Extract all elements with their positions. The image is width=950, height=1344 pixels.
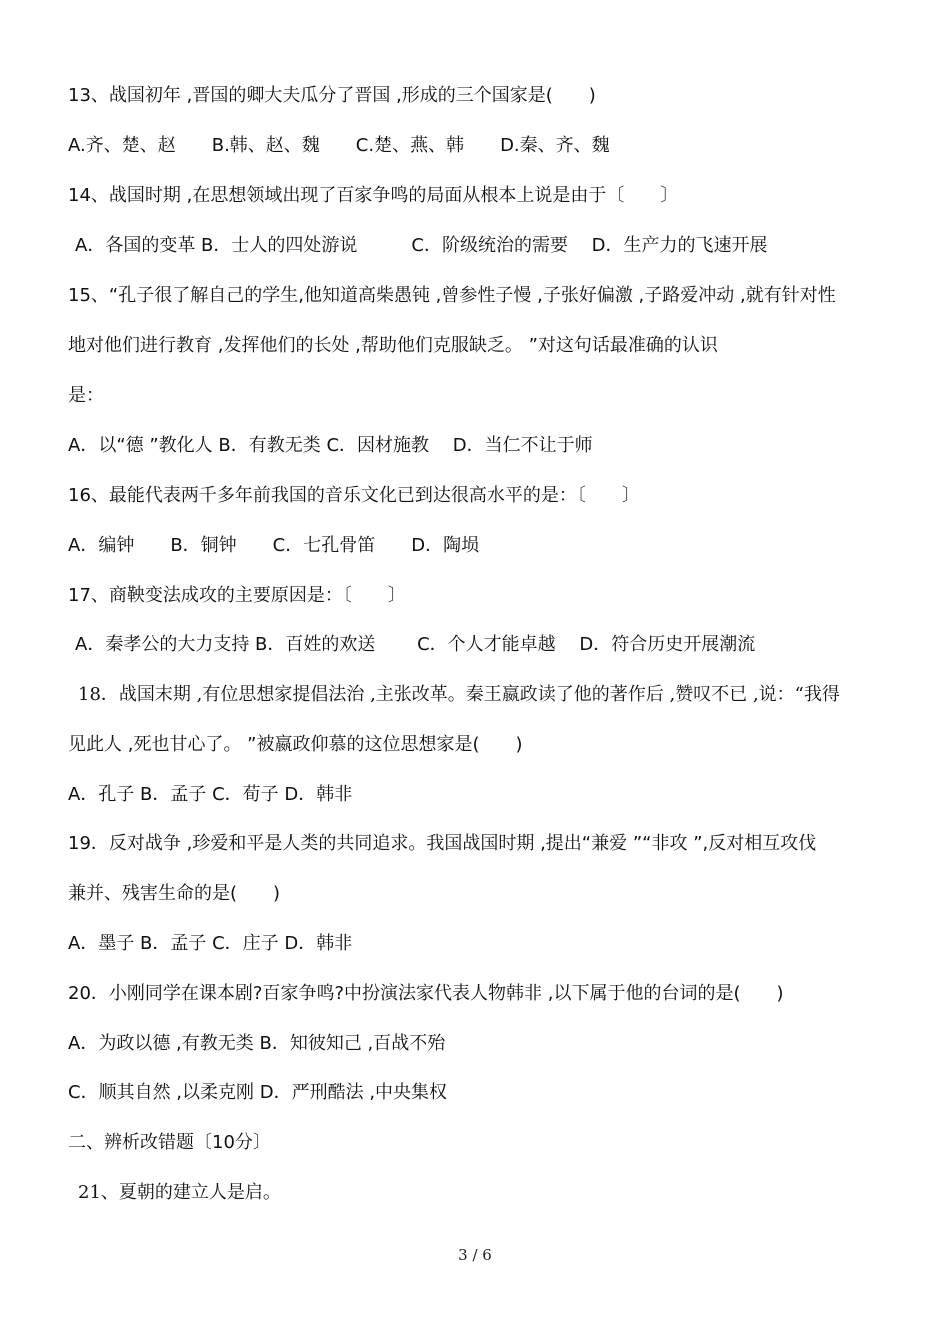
question-18-line-2: 见此人 ,死也甘心了。 ”被嬴政仰慕的这位思想家是( ) xyxy=(68,734,523,755)
question-14: 14、战国时期 ,在思想领域出现了百家争鸣的局面从根本上说是由于〔 〕 xyxy=(68,185,679,206)
question-19-options: A．墨子 B．孟子 C．庄子 D．韩非 xyxy=(68,933,353,954)
section-heading-2: 二、辨析改错题〔10分〕 xyxy=(68,1132,271,1153)
question-13-options: A.齐、楚、赵 B.韩、赵、魏 C.楚、燕、韩 D.秦、齐、魏 xyxy=(68,135,610,156)
question-19-line-1: 19．反对战争 ,珍爱和平是人类的共同追求。我国战国时期 ,提出“兼爱 ”“非攻 ”,反对相互攻伐 xyxy=(68,833,817,854)
question-18-line-1: 18．战国末期 ,有位思想家提倡法治 ,主张改革。秦王嬴政读了他的著作后 ,赞叹不已 ,说：“我得 xyxy=(78,684,840,705)
question-17: 17、商鞅变法成攻的主要原因是：〔 〕 xyxy=(68,585,406,606)
page-number: 3 / 6 xyxy=(458,1246,492,1264)
question-16-options: A．编钟 B．铜钟 C．七孔骨笛 D．陶埙 xyxy=(68,535,480,556)
question-20-options-ab: A．为政以德 ,有教无类 B．知彼知己 ,百战不殆 xyxy=(68,1033,446,1054)
question-21: 21、夏朝的建立人是启。 xyxy=(78,1182,281,1203)
question-20: 20．小刚同学在课本剧?百家争鸣?中扮演法家代表人物韩非 ,以下属于他的台词的是( ) xyxy=(68,983,784,1004)
question-16: 16、最能代表两千多年前我国的音乐文化已到达很高水平的是：〔 〕 xyxy=(68,485,640,506)
question-20-options-cd: C．顺其自然 ,以柔克刚 D．严刑酷法 ,中央集权 xyxy=(68,1082,448,1103)
question-19-line-2: 兼并、残害生命的是( ) xyxy=(68,883,281,904)
question-15-line-2: 地对他们进行教育 ,发挥他们的长处 ,帮助他们克服缺乏。 ”对这句话最准确的认识 xyxy=(68,335,718,356)
question-15-options: A．以“德 ”教化人 B．有教无类 C．因材施教 D．当仁不让于师 xyxy=(68,435,593,456)
question-15-line-3: 是： xyxy=(68,385,104,406)
question-17-options: A．秦孝公的大力支持 B．百姓的欢送 C．个人才能卓越 D．符合历史开展潮流 xyxy=(75,634,756,655)
question-15-line-1: 15、“孔子很了解自己的学生,他知道高柴愚钝 ,曾参性子慢 ,子张好偏激 ,子路爱冲动 ,就有针对性 xyxy=(68,285,836,306)
question-13: 13、战国初年 ,晋国的卿大夫瓜分了晋国 ,形成的三个国家是( ) xyxy=(68,85,596,106)
question-14-options: A．各国的变革 B．士人的四处游说 C．阶级统治的需要 D．生产力的飞速开展 xyxy=(75,235,768,256)
question-18-options: A．孔子 B．孟子 C．荀子 D．韩非 xyxy=(68,784,353,805)
